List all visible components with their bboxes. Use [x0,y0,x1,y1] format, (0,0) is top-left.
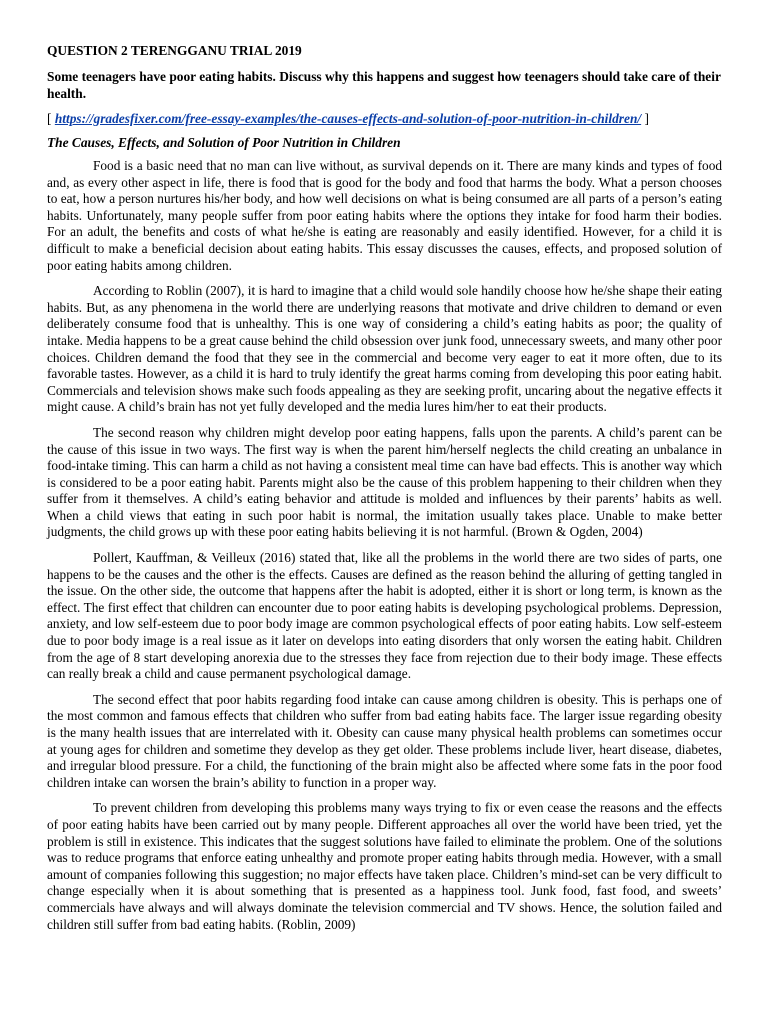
essay-paragraph-introduction: Food is a basic need that no man can live without, as survival depends on it. There are many kinds and types of food and, as every other aspect in life, there is food that is good for the body and food that harms the body. What a person chooses to eat, how a person nurtures his/her body, and how well decisions on what is being consumed are all parts of a person’s eating habits. Unfortunately, many people suffer from poor eating habits where the options they intake for food harm their bodies. For an adult, the benefits and costs of what he/she is eating are reasonably and easily identified. However, for a child it is difficult to make a beneficial decision about eating habits. This essay discusses the causes, effects, and proposed solution of poor eating habits among children. [47,158,722,273]
essay-paragraph-solution: To prevent children from developing this problems many ways trying to fix or even cease the reasons and the effects of poor eating habits have been carried out by many people. Different approaches all over the world have been tried, yet the problem is still in existence. This indicates that the suggest solutions have failed to eliminate the problem. One of the solutions was to reduce programs that enforce eating unhealthy and promote proper eating habits through media. However, with a small amount of companies following this suggestion; no major effects have taken place. Children’s mind-set can be very difficult to change especially when it is about something that is presented as a happiness tool. Junk food, fast food, and sweets’ commercials have always and will always dominate the television commercial and TV shows. Hence, the solution failed and children still suffer from bad eating habits. (Roblin, 2009) [47,800,722,932]
essay-paragraph-media-cause: According to Roblin (2007), it is hard to imagine that a child would sole handily choose how he/she shape their eating habits. But, as any phenomena in the world there are underlying reasons that motivate and drive children to demand or even deliberately consume food that is unhealthy. This is one way of considering a child’s eating habits as poor; the quality of intake. Media happens to be a great cause behind the child obsession over junk food, unnecessary sweets, and many other poor choices. Children demand the food that they see in the commercial and become very eager to eat it more often, due to its favorable tastes. However, as a child it is hard to truly identify the great harms coming from developing this poor eating habit. Commercials and television shows make such foods appealing as they are seeking profit, uncaring about the negative effects it might cause. A child’s brain has not yet fully developed and the media lures him/her to eat their products. [47,283,722,415]
document-page [47,42,722,942]
source-reference [47,110,722,127]
question-prompt: Some teenagers have poor eating habits. Discuss why this happens and suggest how teenagers should take care of their health. [47,69,721,101]
essay-paragraph-obesity-effect: The second effect that poor habits regarding food intake can cause among children is obesity. This is perhaps one of the most common and famous effects that children who suffer from bad eating habits face. The larger issue regarding obesity is the many health issues that are interrelated with it. Obesity can cause many physical health problems can sometimes occur at young ages for children and sometime they develop as they get older. These problems include liver, heart disease, diabetes, and irregular blood pressure. For a child, the functioning of the brain might also be affected where some fats in the poor food children intake can worsen the brain’s ability to function in a proper way. [47,691,722,790]
essay-title: The Causes, Effects, and Solution of Poor Nutrition in Children [47,135,401,150]
essay-paragraph-psychological-effect: Pollert, Kauffman, & Veilleux (2016) stated that, like all the problems in the world there are two sides of parts, one happens to be the causes and the other is the effects. Causes are defined as the reason behind the alluring of getting tangled in the issue. On the other side, the outcome that happens after the habit is adopted, either it is short or long term, is known as the effect. The first effect that children can encounter due to poor eating habits is developing psychological problems. Depression, anxiety, and low self-esteem due to poor body image are common psychological effects of poor eating habits. Low self-esteem due to poor body image is a real issue as it later on develops into eating disorders that only worsen the eating habit. Children from the age of 8 start developing anorexia due to the stresses they face from rejection due to their body image. These effects can really break a child and cause permanent psychological damage. [47,550,722,682]
document-heading: QUESTION 2 TERENGGANU TRIAL 2019 [47,43,302,58]
essay-paragraph-parents-cause: The second reason why children might develop poor eating happens, falls upon the parents. A child’s parent can be the cause of this issue in two ways. The first way is when the parent him/herself neglects the child creating an unbalance in food-intake timing. This can harm a child as not having a consistent meal time can have bad effects. This is another way which is considered to be a poor eating habit. Parents might also be the cause of this problem happening to their children when they suffer from it themselves. A child’s eating behavior and attitude is molded and influences by their parents’ habits as well. When a child views that eating in such poor habit is normal, the imitation usually takes place. Unable to make better judgments, the child grows up with these poor eating habits believing it is not harmful. (Brown & Ogden, 2004) [47,424,722,540]
source-bracket-open: [ [47,111,55,126]
source-link[interactable]: https://gradesfixer.com/free-essay-examples/the-causes-effects-and-solution-of-poor-nutrition-in-children/ [54,111,642,126]
source-bracket-close: ] [641,111,649,126]
